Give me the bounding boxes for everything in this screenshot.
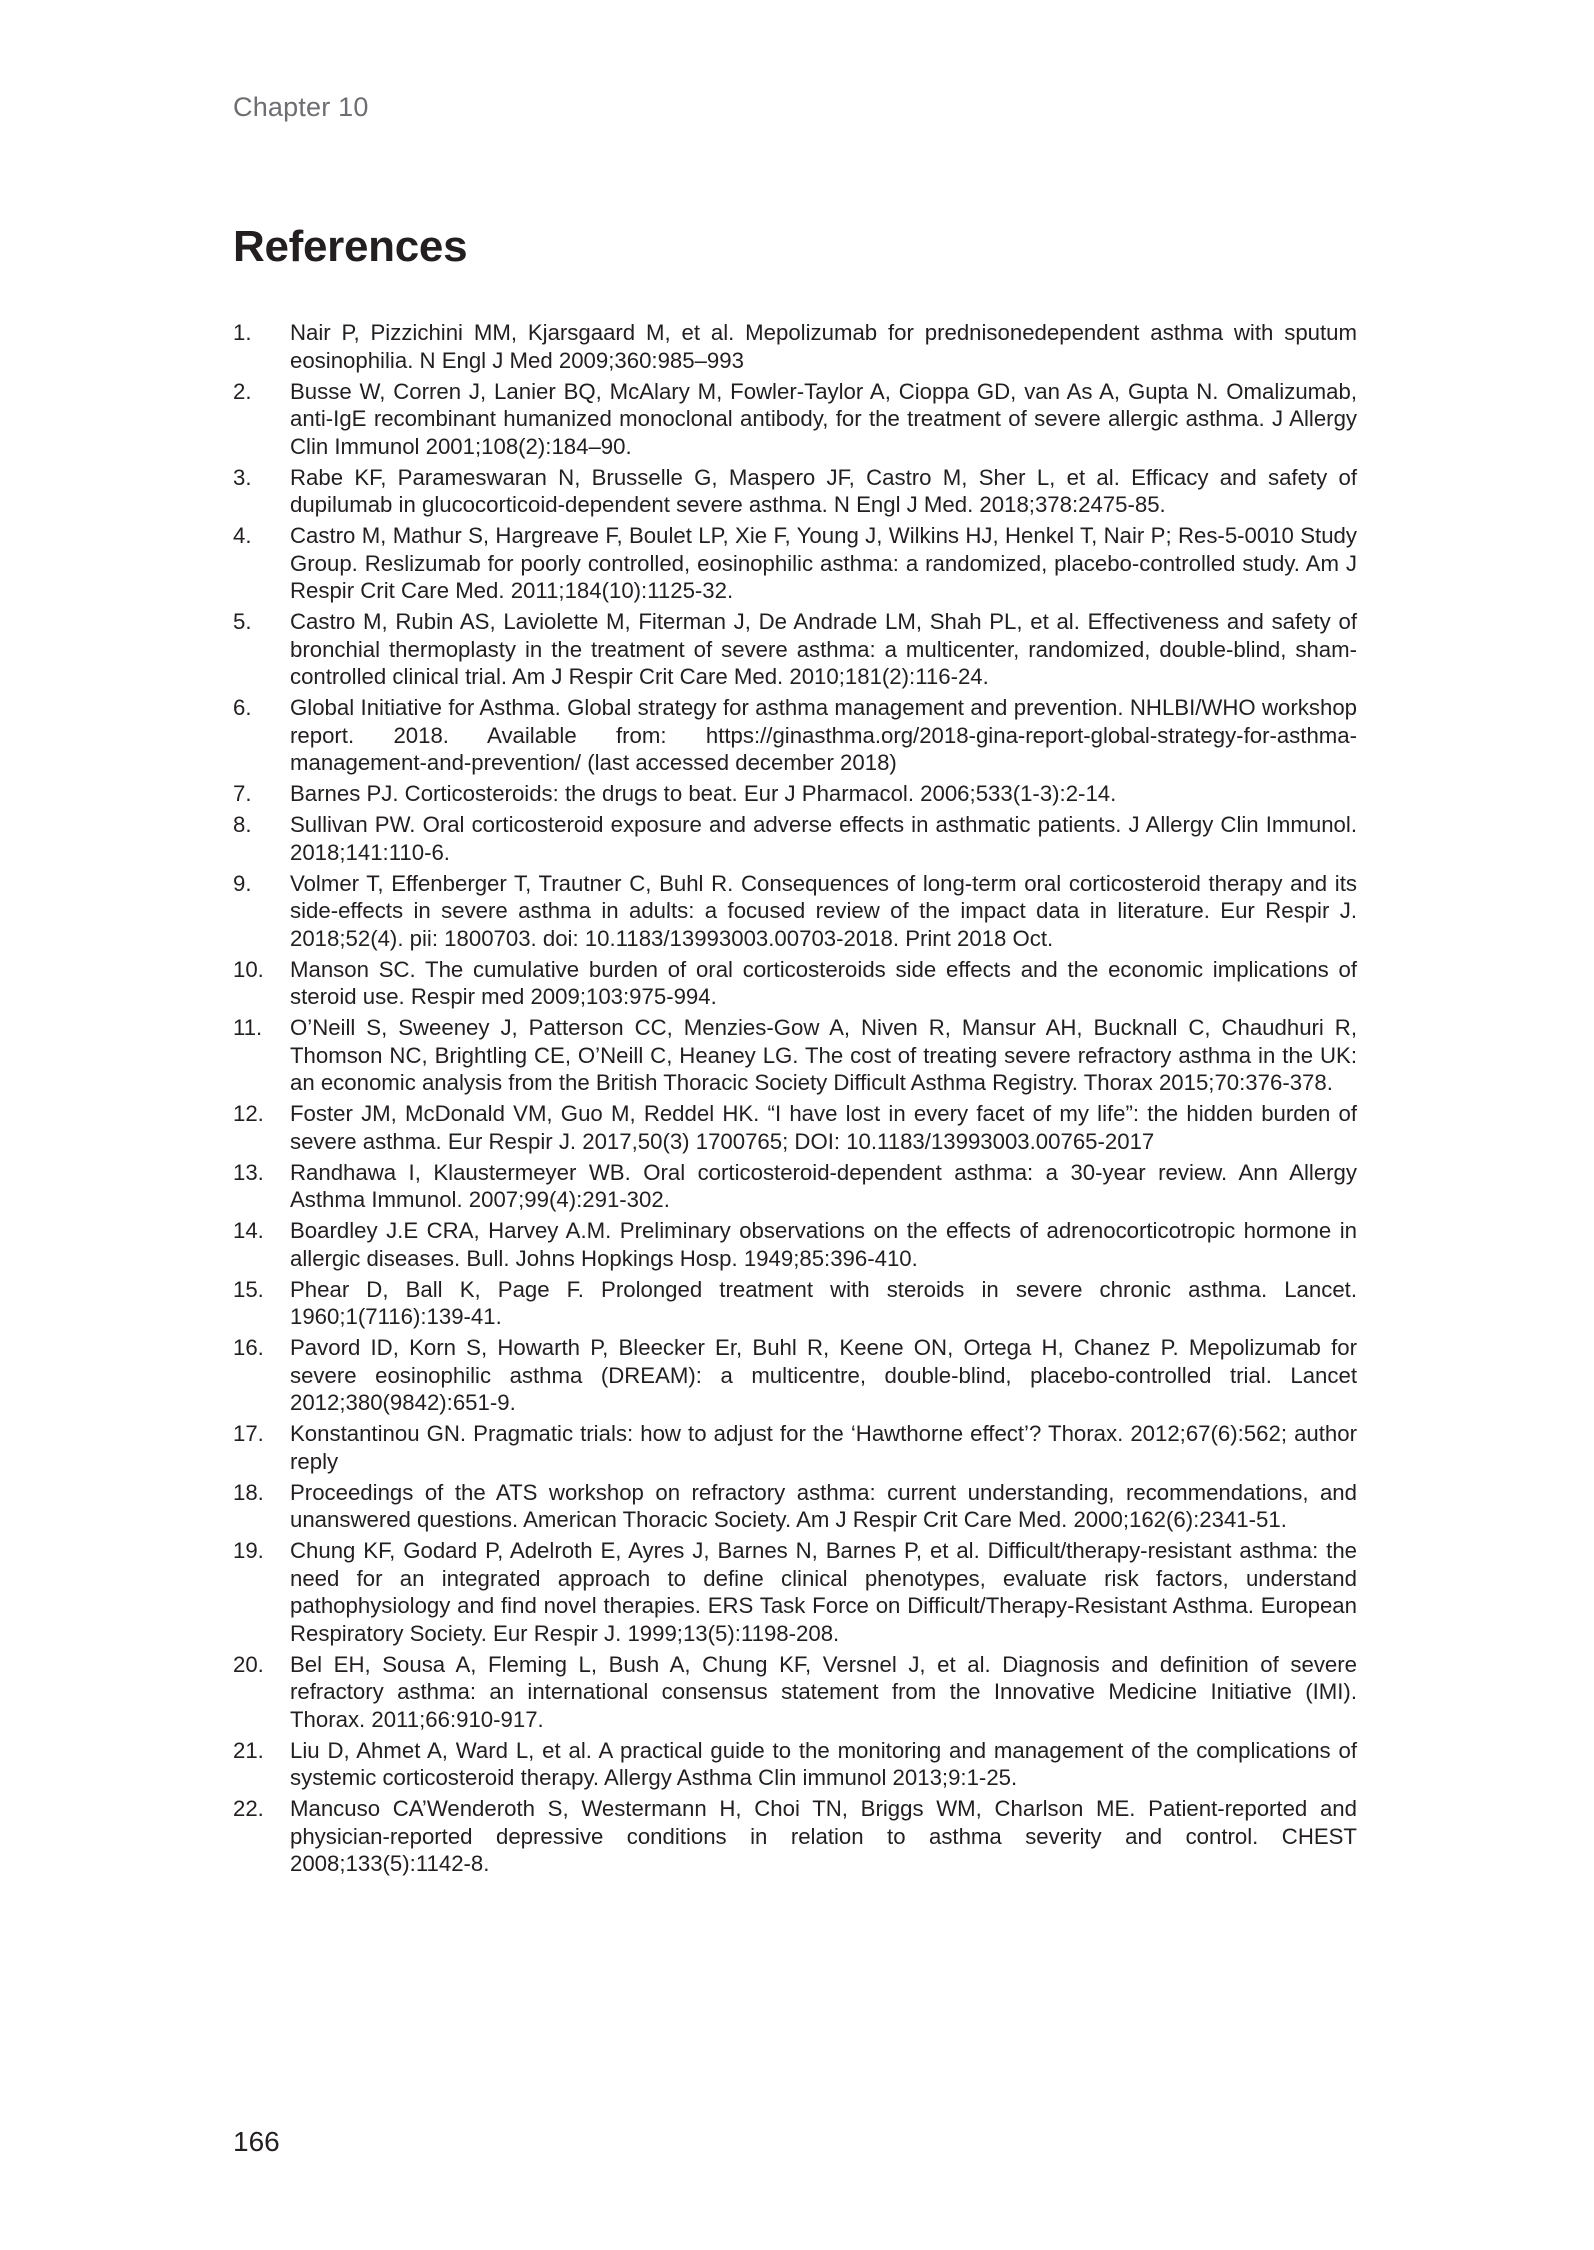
running-header: Chapter 10 [233, 92, 369, 122]
reference-number: 5. [233, 609, 252, 634]
reference-item [233, 464, 1357, 519]
reference-item [233, 956, 1357, 1011]
reference-number: 11. [233, 1015, 263, 1040]
reference-text: Barnes PJ. Corticosteroids: the drugs to beat. Eur J Pharmacol. 2006;533(1-3):2-14. [290, 781, 1117, 806]
reference-text: Boardley J.E CRA, Harvey A.M. Preliminary observations on the effects of adrenocorticotropic hormone in allergic diseases. Bull. Johns Hopkings Hosp. 1949;85:396-410. [290, 1218, 1357, 1271]
reference-number: 17. [233, 1421, 264, 1446]
reference-text: Bel EH, Sousa A, Fleming L, Bush A, Chung KF, Versnel J, et al. Diagnosis and definition of severe refractory asthma: an international consensus statement from the Innovative Medicine Initiative (IMI). Thorax. 2011;66:910-917. [290, 1651, 1357, 1732]
reference-number: 10. [233, 956, 264, 982]
reference-text: Volmer T, Effenberger T, Trautner C, Buhl R. Consequences of long-term oral corticosteroid therapy and its side-effects in severe asthma in adults: a focused review of the impact data in literature. Eur Respir J. 2018;52(4). pii: 1800703. doi: 10.1183/13993003.00703-2018. Print 2018 Oct. [290, 870, 1357, 951]
reference-text: Pavord ID, Korn S, Howarth P, Bleecker Er, Buhl R, Keene ON, Ortega H, Chanez P. Mepolizumab for severe eosinophilic asthma (DREAM): a multicentre, double-blind, placebo-controlled trial. Lancet 2012;380(9842):651-9. [290, 1335, 1357, 1415]
reference-text: Global Initiative for Asthma. Global strategy for asthma management and prevention. NHLBI/WHO workshop report. 2018. Available from: https://ginasthma.org/2018-gina-report-global-strategy-for-asthma-management-and-prevention/ (last accessed december 2018) [290, 695, 1357, 775]
reference-text: Phear D, Ball K, Page F. Prolonged treatment with steroids in severe chronic asthma. Lancet. 1960;1(7116):139-41. [290, 1276, 1357, 1329]
reference-number: 8. [233, 812, 252, 837]
reference-number: 18. [233, 1479, 264, 1505]
reference-item [233, 1334, 1357, 1417]
reference-text: Chung KF, Godard P, Adelroth E, Ayres J, Barnes N, Barnes P, et al. Difficult/therapy-resistant asthma: the need for an integrated approach to define clinical phenotypes, evaluate risk factors, understand pathophysiology and find novel therapies. ERS Task Force on Difficult/Therapy-Resistant Asthma. European Respiratory Society. Eur Respir J. 1999;13(5):1198-208. [290, 1538, 1357, 1646]
reference-text: Randhawa I, Klaustermeyer WB. Oral corticosteroid-dependent asthma: a 30-year review. Ann Allergy Asthma Immunol. 2007;99(4):291-302. [290, 1159, 1357, 1212]
reference-text: Mancuso CA’Wenderoth S, Westermann H, Choi TN, Briggs WM, Charlson ME. Patient-reported and physician-reported depressive conditions in relation to asthma severity and control. CHEST 2008;133(5):1142-8. [290, 1796, 1357, 1876]
reference-number: 15. [233, 1276, 264, 1302]
reference-text: Foster JM, McDonald VM, Guo M, Reddel HK. “I have lost in every facet of my life”: the hidden burden of severe asthma. Eur Respir J. 2017,50(3) 1700765; DOI: 10.1183/13993003.00765-2017 [290, 1101, 1357, 1154]
reference-number: 12. [233, 1101, 264, 1126]
reference-item [233, 1420, 1357, 1475]
reference-item [233, 1276, 1357, 1331]
reference-text: Castro M, Mathur S, Hargreave F, Boulet LP, Xie F, Young J, Wilkins HJ, Henkel T, Nair P; Res-5-0010 Study Group. Reslizumab for poorly controlled, eosinophilic asthma: a randomized, placebo-controlled study. Am J Respir Crit Care Med. 2011;184(10):1125-32. [290, 523, 1357, 603]
reference-list [233, 319, 1357, 1881]
reference-item [233, 1537, 1357, 1647]
reference-text: Castro M, Rubin AS, Laviolette M, Fiterman J, De Andrade LM, Shah PL, et al. Effectiveness and safety of bronchial thermoplasty in the treatment of severe asthma: a multicenter, randomized, double-blind, sham-controlled clinical trial. Am J Respir Crit Care Med. 2010;181(2):116-24. [290, 609, 1357, 689]
reference-number: 16. [233, 1335, 264, 1360]
reference-text: Busse W, Corren J, Lanier BQ, McAlary M, Fowler-Taylor A, Cioppa GD, van As A, Gupta N. Omalizumab, anti-IgE recombinant humanized monoclonal antibody, for the treatment of severe allergic asthma. J Allergy Clin Immunol 2001;108(2):184–90. [290, 378, 1357, 459]
reference-item [233, 811, 1357, 866]
reference-text: O’Neill S, Sweeney J, Patterson CC, Menzies-Gow A, Niven R, Mansur AH, Bucknall C, Chaudhuri R, Thomson NC, Brightling CE, O’Neill C, Heaney LG. The cost of treating severe refractory asthma in the UK: an economic analysis from the British Thoracic Society Difficult Asthma Registry. Thorax 2015;70:376-378. [290, 1015, 1357, 1095]
reference-item [233, 1479, 1357, 1534]
reference-item [233, 1795, 1357, 1878]
reference-text: Rabe KF, Parameswaran N, Brusselle G, Maspero JF, Castro M, Sher L, et al. Efficacy and safety of dupilumab in glucocorticoid-dependent severe asthma. N Engl J Med. 2018;378:2475-85. [290, 464, 1357, 517]
reference-number: 19. [233, 1538, 264, 1563]
reference-item [233, 870, 1357, 953]
reference-number: 2. [233, 378, 252, 404]
reference-number: 3. [233, 464, 252, 490]
reference-number: 22. [233, 1796, 264, 1821]
reference-item [233, 1100, 1357, 1155]
reference-item [233, 1737, 1357, 1792]
reference-item [233, 780, 1357, 808]
reference-item [233, 1159, 1357, 1214]
reference-text: Manson SC. The cumulative burden of oral corticosteroids side effects and the economic implications of steroid use. Respir med 2009;103:975-994. [290, 956, 1357, 1009]
reference-item [233, 1651, 1357, 1734]
reference-number: 1. [233, 320, 252, 345]
reference-item [233, 1217, 1357, 1272]
reference-number: 6. [233, 695, 252, 720]
reference-number: 20. [233, 1651, 264, 1677]
reference-item [233, 1014, 1357, 1097]
reference-item [233, 694, 1357, 777]
reference-item [233, 522, 1357, 605]
reference-item [233, 319, 1357, 374]
reference-item [233, 608, 1357, 691]
reference-number: 4. [233, 523, 252, 548]
reference-number: 21. [233, 1737, 264, 1763]
section-title: References [233, 222, 468, 271]
reference-number: 14. [233, 1218, 264, 1243]
reference-number: 7. [233, 781, 252, 806]
reference-number: 13. [233, 1159, 264, 1185]
reference-text: Konstantinou GN. Pragmatic trials: how to adjust for the ‘Hawthorne effect’? Thorax. 2012;67(6):562; author reply [290, 1421, 1357, 1474]
reference-text: Nair P, Pizzichini MM, Kjarsgaard M, et al. Mepolizumab for prednisonedependent asthma with sputum eosinophilia. N Engl J Med 2009;360:985–993 [290, 320, 1357, 373]
reference-number: 9. [233, 870, 252, 896]
reference-item [233, 378, 1357, 461]
reference-text: Sullivan PW. Oral corticosteroid exposure and adverse effects in asthmatic patients. J Allergy Clin Immunol. 2018;141:110-6. [290, 812, 1357, 865]
page-number: 166 [233, 2126, 280, 2157]
reference-text: Liu D, Ahmet A, Ward L, et al. A practical guide to the monitoring and management of the complications of systemic corticosteroid therapy. Allergy Asthma Clin immunol 2013;9:1-25. [290, 1737, 1357, 1790]
reference-text: Proceedings of the ATS workshop on refractory asthma: current understanding, recommendations, and unanswered questions. American Thoracic Society. Am J Respir Crit Care Med. 2000;162(6):2341-51. [290, 1479, 1357, 1532]
